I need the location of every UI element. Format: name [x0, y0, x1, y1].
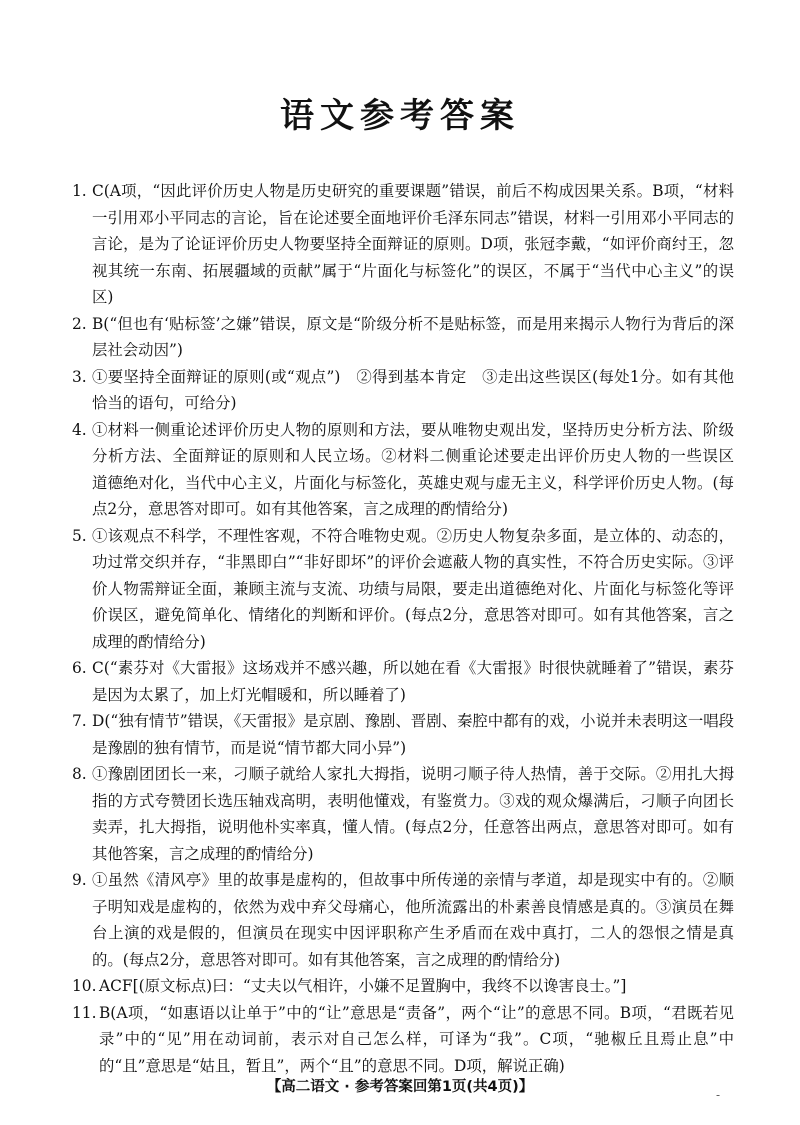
answer-item-6	[72, 655, 734, 708]
answer-text: B(A项，“如惠语以让单于”中的“让”意思是“责备”，两个“让”的意思不同。B项，“君既若见录”中的“见”用在动词前，表示对自己怎么样，可译为“我”。C项，“驰椒丘且焉止息”中的“且”意思是“姑且，暂且”，两个“且”的意思不同。D项，解说正确)	[99, 1003, 734, 1075]
answer-text: C(“素芬对《大雷报》这场戏并不感兴趣，所以她在看《大雷报》时很快就睡着了”错误，素芬是因为太累了，加上灯光帽暖和，所以睡着了)	[92, 659, 734, 704]
answer-item-3	[72, 364, 734, 417]
answer-item-1	[72, 178, 734, 311]
page-footer: 【高二语文 · 参考答案回第1页(共4页)】	[266, 1079, 534, 1095]
answer-number: 7.	[72, 712, 87, 730]
answer-number: 3.	[72, 367, 87, 386]
answer-text: B(“但也有‘贴标签’之嫌”错误，原文是“阶级分析不是贴标签，而是用来揭示人物行为背后的深层社会动因”)	[92, 314, 734, 359]
answer-item-10	[72, 973, 734, 1000]
answer-number: 10.	[72, 977, 97, 995]
answer-number: 8.	[72, 765, 87, 783]
answer-number: 1.	[72, 182, 87, 200]
answer-list	[72, 178, 765, 1079]
answer-text: ①该观点不科学，不理性客观，不符合唯物史观。②历史人物复杂多面，是立体的、动态的，功过常交织并存，“非黑即白”“非好即坏”的评价会遮蔽人物的真实性，不符合历史实际。③评价人物需辩证全面，兼顾主流与支流、功绩与局限，要走出道德绝对化、片面化与标签化等评价误区，避免简单化、情绪化的判断和评价。(每点2分，意思答对即可。如有其他答案，言之成理的酌情给分)	[92, 526, 734, 651]
page-title: 语文参考答案	[280, 96, 520, 136]
answer-item-7	[72, 708, 734, 761]
answer-text: ①材料一侧重论述评价历史人物的原则和方法，要从唯物史观出发，坚持历史分析方法、阶级分析方法、全面辩证的原则和人民立场。②材料二侧重论述要走出评价历史人物的一些误区 道德绝对化，当代中心主义，片面化与标签化，英雄史观与虚无主义，科学评价历史人物。(每点2分，意思答对即可。如有其他答案，言之成理的酌情给分)	[92, 420, 765, 518]
answer-number: 6.	[72, 659, 87, 677]
answer-number: 11.	[72, 1003, 97, 1022]
answer-item-9	[72, 867, 734, 973]
answer-item-2	[72, 311, 734, 364]
answer-text: ①虽然《清风亭》里的故事是虚构的，但故事中所传递的亲情与孝道，却是现实中有的。②顺子明知戏是虚构的，依然为戏中弃父母痛心，他所流露出的朴素善良情感是真的。③演员在舞台上演的戏是假的，但演员在现实中因评职称产生矛盾而在戏中真打，二人的怨恨之情是真的。(每点2分，意思答对即可。如有其他答案，言之成理的酌情给分)	[92, 871, 734, 969]
answer-text: C(A项，“因此评价历史人物是历史研究的重要课题”错误，前后不构成因果关系。B项，“材料一引用邓小平同志的言论，旨在论述要全面地评价毛泽东同志”错误，材料一引用邓小平同志的言论，是为了论证评价历史人物要坚持全面辩证的原则。D项，张冠李戴，“如评价商纣王，忽视其统一东南、拓展疆域的贡献”属于“片面化与标签化”的误区，不属于“当代中心主义”的误区)	[92, 182, 734, 306]
answer-item-5	[72, 523, 734, 656]
answer-item-11	[72, 1000, 734, 1080]
answer-item-8	[72, 761, 734, 867]
answer-item-4	[72, 417, 765, 523]
answer-text: D(“独有情节”错误，《天雷报》是京剧、豫剧、晋剧、秦腔中都有的戏，小说并未表明这一唱段是豫剧的独有情节，而是说“情节都大同小异”)	[92, 712, 735, 757]
answer-number: 5.	[72, 526, 87, 545]
answer-number: 9.	[72, 871, 87, 889]
answer-text: ①豫剧团团长一来，刁顺子就给人家扎大拇指，说明刁顺子待人热情，善于交际。②用扎大拇指的方式夸赞团长选压轴戏高明，表明他懂戏，有鉴赏力。③戏的观众爆满后，刁顺子向团长卖弄，扎大拇指，说明他朴实率真，懂人情。(每点2分，任意答出两点，意思答对即可。如有其他答案，言之成理的酌情给分)	[92, 765, 734, 863]
answer-text: ACF[(原文标点)曰：“丈夫以气相许，小嫌不足置胸中，我终不以谗害良士。”]	[99, 977, 627, 995]
answer-number: 2.	[72, 314, 87, 333]
answer-text: ①要坚持全面辩证的原则(或“观点”) ②得到基本肯定 ③走出这些误区(每处1分。如有其他恰当的语句，可给分)	[92, 367, 734, 412]
corner-mark: -	[716, 1088, 721, 1102]
answer-number: 4.	[72, 420, 87, 439]
